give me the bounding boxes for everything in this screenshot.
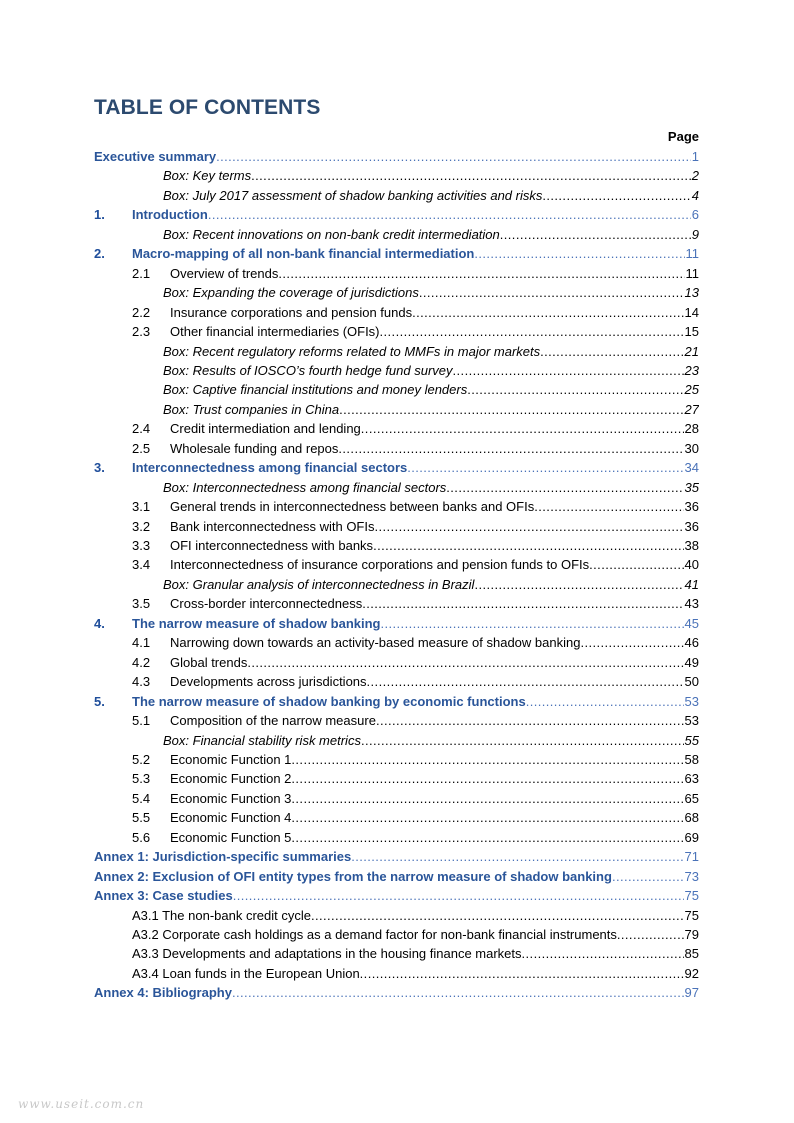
dot-leader: [360, 964, 684, 983]
toc-entry-label[interactable]: Introduction: [132, 207, 208, 223]
toc-entry[interactable]: [0, 575, 794, 594]
toc-entry-page[interactable]: 85: [684, 946, 699, 962]
dot-leader: [311, 906, 684, 925]
toc-entry[interactable]: [0, 244, 794, 263]
toc-entry-page[interactable]: 79: [684, 927, 699, 942]
dot-leader: [467, 380, 683, 399]
dot-leader: [500, 225, 691, 244]
toc-entry-label[interactable]: Box: Key terms: [163, 168, 252, 184]
toc-entry-page[interactable]: 9: [691, 226, 699, 242]
toc-entry-label[interactable]: Box: July 2017 assessment of shadow banking activities and risks: [163, 187, 543, 203]
toc-entry-number: 3.5: [132, 596, 151, 612]
toc-entry-label[interactable]: Composition of the narrow measure: [170, 713, 376, 729]
toc-entry-page[interactable]: 4: [691, 187, 699, 203]
dot-leader: [291, 828, 683, 847]
dot-leader: [361, 731, 684, 750]
toc-entry-page[interactable]: 14: [684, 304, 699, 320]
toc-entry-label[interactable]: Annex 4: Bibliography: [94, 985, 232, 1001]
toc-entry-number: 5.5: [132, 810, 151, 826]
toc-entry-label[interactable]: Box: Trust companies in China: [163, 401, 340, 417]
toc-entry-number: 2.4: [132, 421, 151, 437]
toc-entry[interactable]: [0, 497, 794, 516]
dot-leader: [291, 769, 683, 788]
dot-leader: [375, 517, 684, 536]
toc-entry[interactable]: [0, 828, 794, 847]
page-column-header: Page: [667, 129, 699, 144]
toc-entry-number: 4.1: [132, 635, 151, 651]
toc-entry-page[interactable]: 11: [685, 265, 699, 281]
toc-entry[interactable]: [0, 458, 794, 477]
toc-entry-page[interactable]: 71: [684, 849, 699, 865]
toc-entry-label[interactable]: Narrowing down towards an activity-based measure of shadow banking: [170, 635, 581, 651]
toc-entry-number: 3.2: [132, 518, 151, 534]
toc-entry-number: 4.3: [132, 674, 151, 690]
toc-entry[interactable]: [0, 166, 794, 185]
toc-entry-page[interactable]: 40: [684, 557, 699, 573]
toc-entry-label[interactable]: General trends in interconnectedness between banks and OFIs: [170, 499, 535, 515]
toc-entry-page[interactable]: 15: [684, 324, 699, 340]
toc-entry[interactable]: [0, 147, 794, 166]
dot-leader: [376, 711, 684, 730]
toc-entry-label[interactable]: Other financial intermediaries (OFIs): [170, 324, 380, 340]
dot-leader: [338, 439, 683, 458]
toc-entry-label[interactable]: Global trends: [170, 654, 248, 670]
toc-entry-label[interactable]: Annex 2: Exclusion of OFI entity types from the narrow measure of shadow banking: [94, 868, 612, 884]
toc-entry-page[interactable]: 50: [684, 674, 699, 690]
toc-entry[interactable]: [0, 886, 794, 905]
toc-entry[interactable]: [0, 517, 794, 536]
toc-entry-page[interactable]: 1: [691, 149, 699, 164]
toc-entry[interactable]: [0, 769, 794, 788]
toc-entry-number: 2.1: [132, 265, 151, 281]
toc-entry-label[interactable]: Box: Granular analysis of interconnectedness in Brazil: [163, 576, 475, 592]
toc-entry-number: 4.: [94, 615, 105, 631]
toc-entry[interactable]: [0, 555, 794, 574]
toc-entry[interactable]: [0, 789, 794, 808]
dot-leader: [367, 672, 684, 691]
page-title: TABLE OF CONTENTS: [94, 96, 321, 119]
toc-entry-number: 5.2: [132, 751, 151, 767]
toc-entry-number: 2.5: [132, 440, 151, 456]
toc-entry-number: 3.1: [132, 499, 151, 515]
toc-entry-number: 2.3: [132, 324, 151, 340]
toc-entry[interactable]: [0, 283, 794, 302]
toc-entry-label[interactable]: Economic Function 3: [170, 790, 292, 806]
toc-entry-label[interactable]: Bank interconnectedness with OFIs: [170, 518, 375, 534]
dot-leader: [540, 342, 683, 361]
toc-entry[interactable]: [0, 225, 794, 244]
toc-entry-label[interactable]: Box: Recent regulatory reforms related to MMFs in major markets: [163, 343, 541, 359]
toc-entry-page[interactable]: 38: [684, 538, 699, 553]
toc-entry-page[interactable]: 58: [684, 751, 699, 767]
toc-entry-page[interactable]: 13: [684, 285, 699, 301]
toc-entry[interactable]: [0, 439, 794, 458]
toc-entry-label[interactable]: Box: Financial stability risk metrics: [163, 732, 361, 748]
dot-leader: [453, 361, 684, 380]
toc-entry-label[interactable]: Insurance corporations and pension funds: [170, 304, 413, 320]
toc-entry-number: 4.2: [132, 654, 151, 670]
toc-entry-label[interactable]: Economic Function 5: [170, 829, 292, 845]
toc-entry[interactable]: [0, 731, 794, 750]
toc-entry-page[interactable]: 28: [684, 421, 699, 437]
toc-entry-label[interactable]: Credit intermediation and lending: [170, 421, 361, 437]
dot-leader: [361, 419, 684, 438]
toc-entry-page[interactable]: 49: [684, 654, 699, 670]
dot-leader: [373, 536, 683, 555]
dot-leader: [380, 322, 684, 341]
toc-entry-page[interactable]: 25: [684, 382, 699, 398]
toc-entry-page[interactable]: 92: [684, 965, 699, 981]
toc-entry-number: 5.6: [132, 829, 151, 845]
toc-entry-page[interactable]: 23: [684, 362, 699, 378]
dot-leader: [412, 303, 683, 322]
toc-entry[interactable]: [0, 808, 794, 827]
toc-entry[interactable]: [0, 964, 794, 983]
toc-entry-number: 3.: [94, 460, 105, 476]
toc-entry-page[interactable]: 35: [684, 479, 699, 495]
toc-entry-page[interactable]: 2: [691, 168, 699, 184]
toc-entry-label[interactable]: Interconnectedness of insurance corporations and pension funds to OFIs: [170, 557, 590, 573]
toc-entry[interactable]: [0, 361, 794, 380]
toc-entry-label[interactable]: Box: Recent innovations on non-bank credit intermediation: [163, 226, 500, 242]
toc-entry-page[interactable]: 34: [684, 460, 699, 476]
dot-leader: [542, 186, 690, 205]
dot-leader: [291, 750, 683, 769]
toc-entry[interactable]: [0, 867, 794, 886]
toc-entry-page[interactable]: 46: [684, 635, 699, 651]
dot-leader: [580, 633, 683, 652]
dot-leader: [216, 147, 691, 166]
toc-entry-label[interactable]: Macro-mapping of all non-bank financial intermediation: [132, 246, 475, 262]
toc-entry-number: 5.: [94, 693, 105, 709]
toc-entry-label[interactable]: Interconnectedness among financial sectors: [132, 460, 408, 476]
dot-leader: [534, 497, 683, 516]
dot-leader: [419, 283, 684, 302]
toc-entry-page[interactable]: 53: [684, 713, 699, 729]
toc-entry-label[interactable]: Economic Function 2: [170, 771, 292, 787]
toc-entry-label[interactable]: A3.1 The non-bank credit cycle: [132, 907, 311, 923]
dot-leader: [612, 867, 684, 886]
toc-entry[interactable]: [0, 692, 794, 711]
toc-entry-label[interactable]: Annex 3: Case studies: [94, 888, 233, 904]
dot-leader: [351, 847, 683, 866]
toc-entry-page[interactable]: 21: [684, 343, 699, 359]
watermark: www.useit.com.cn: [18, 1097, 145, 1111]
toc-entry-label[interactable]: Executive summary: [94, 149, 217, 164]
toc-entry[interactable]: [0, 400, 794, 419]
toc-entry-page[interactable]: 45: [684, 615, 699, 631]
toc-entry-label[interactable]: Cross-border interconnectedness: [170, 596, 363, 612]
toc-entry-page[interactable]: 36: [684, 518, 699, 534]
toc-entry[interactable]: [0, 594, 794, 613]
toc-entry-label[interactable]: The narrow measure of shadow banking: [132, 615, 381, 631]
toc-entry-page[interactable]: 27: [684, 401, 699, 417]
toc-entry-label[interactable]: Overview of trends: [170, 265, 279, 281]
toc-entry[interactable]: [0, 925, 794, 944]
dot-leader: [446, 478, 683, 497]
dot-leader: [474, 575, 683, 594]
toc-entry-page[interactable]: 55: [684, 732, 699, 748]
toc-entry-page[interactable]: 63: [684, 771, 699, 787]
toc-entry-page[interactable]: 30: [684, 440, 699, 456]
toc-entry-label[interactable]: A3.2 Corporate cash holdings as a demand factor for non-bank financial instruments: [132, 927, 617, 942]
dot-leader: [526, 692, 684, 711]
toc-entry-page[interactable]: 68: [684, 810, 699, 826]
dot-leader: [247, 653, 683, 672]
toc-entry[interactable]: [0, 653, 794, 672]
toc-entry-number: 3.4: [132, 557, 151, 573]
toc-entry[interactable]: [0, 711, 794, 730]
toc-entry[interactable]: [0, 672, 794, 691]
dot-leader: [362, 594, 683, 613]
toc-entry-number: 1.: [94, 207, 105, 223]
toc-entry[interactable]: [0, 983, 794, 1002]
dot-leader: [589, 555, 683, 574]
dot-leader: [232, 983, 684, 1002]
toc-entry[interactable]: [0, 847, 794, 866]
dot-leader: [278, 264, 684, 283]
dot-leader: [474, 244, 684, 263]
toc-entry-label[interactable]: Annex 1: Jurisdiction-specific summaries: [94, 849, 352, 865]
toc-entry[interactable]: [0, 478, 794, 497]
toc-entry[interactable]: [0, 944, 794, 963]
toc-entry[interactable]: [0, 303, 794, 322]
toc-entry[interactable]: [0, 614, 794, 633]
toc-entry-label[interactable]: A3.3 Developments and adaptations in the housing finance markets: [132, 946, 522, 962]
dot-leader: [233, 886, 684, 905]
dot-leader: [381, 614, 684, 633]
toc-entry-page[interactable]: 73: [684, 868, 699, 884]
toc-entry-label[interactable]: OFI interconnectedness with banks: [170, 538, 374, 553]
toc-entry-label[interactable]: Developments across jurisdictions: [170, 674, 367, 690]
toc-entry-page[interactable]: 69: [684, 829, 699, 845]
toc-entry-number: 5.1: [132, 713, 151, 729]
toc-entry-page[interactable]: 65: [684, 790, 699, 806]
toc-entry[interactable]: [0, 906, 794, 925]
toc-entry-page[interactable]: 41: [684, 576, 699, 592]
toc-entry-label[interactable]: Economic Function 1: [170, 751, 292, 767]
toc-entry-page[interactable]: 53: [684, 693, 699, 709]
toc-entry[interactable]: [0, 380, 794, 399]
toc-entry[interactable]: [0, 633, 794, 652]
dot-leader: [291, 789, 683, 808]
toc-entry[interactable]: [0, 342, 794, 361]
toc-entry-page[interactable]: 75: [684, 907, 699, 923]
toc-entry[interactable]: [0, 205, 794, 224]
toc-entry-label[interactable]: Box: Results of IOSCO’s fourth hedge fund survey: [163, 362, 453, 378]
dot-leader: [291, 808, 683, 827]
toc-entry-page[interactable]: 43: [684, 596, 699, 612]
toc-entry-number: 5.3: [132, 771, 151, 787]
dot-leader: [208, 205, 691, 224]
toc-entry[interactable]: [0, 322, 794, 341]
toc-entry-page[interactable]: 75: [684, 888, 699, 904]
toc-entry-label[interactable]: The narrow measure of shadow banking by economic functions: [132, 693, 526, 709]
toc-entry[interactable]: [0, 419, 794, 438]
toc-entry-number: 2.: [94, 246, 105, 262]
toc-entry-page[interactable]: 36: [684, 499, 699, 515]
dot-leader: [251, 166, 691, 185]
dot-leader: [617, 925, 684, 944]
toc-entry[interactable]: [0, 264, 794, 283]
toc-entry-page[interactable]: 97: [684, 985, 699, 1001]
toc-entry-label[interactable]: A3.4 Loan funds in the European Union: [132, 965, 360, 981]
toc-entry-number: 5.4: [132, 790, 151, 806]
toc-entry-label[interactable]: Box: Expanding the coverage of jurisdictions: [163, 285, 419, 301]
dot-leader: [407, 458, 683, 477]
toc-entry-label[interactable]: Box: Interconnectedness among financial sectors: [163, 479, 447, 495]
dot-leader: [339, 400, 683, 419]
dot-leader: [522, 944, 684, 963]
toc-entry-label[interactable]: Wholesale funding and repos: [170, 440, 339, 456]
toc-entry[interactable]: [0, 750, 794, 769]
toc-entry-page[interactable]: 6: [691, 207, 699, 223]
toc-entry-label[interactable]: Economic Function 4: [170, 810, 292, 826]
toc-entry[interactable]: [0, 186, 794, 205]
toc-entry-number: 2.2: [132, 304, 151, 320]
toc-entry-number: 3.3: [132, 538, 151, 553]
toc-entry-page[interactable]: 11: [685, 246, 699, 262]
toc-entry-label[interactable]: Box: Captive financial institutions and money lenders: [163, 382, 468, 398]
toc-entry[interactable]: [0, 536, 794, 555]
